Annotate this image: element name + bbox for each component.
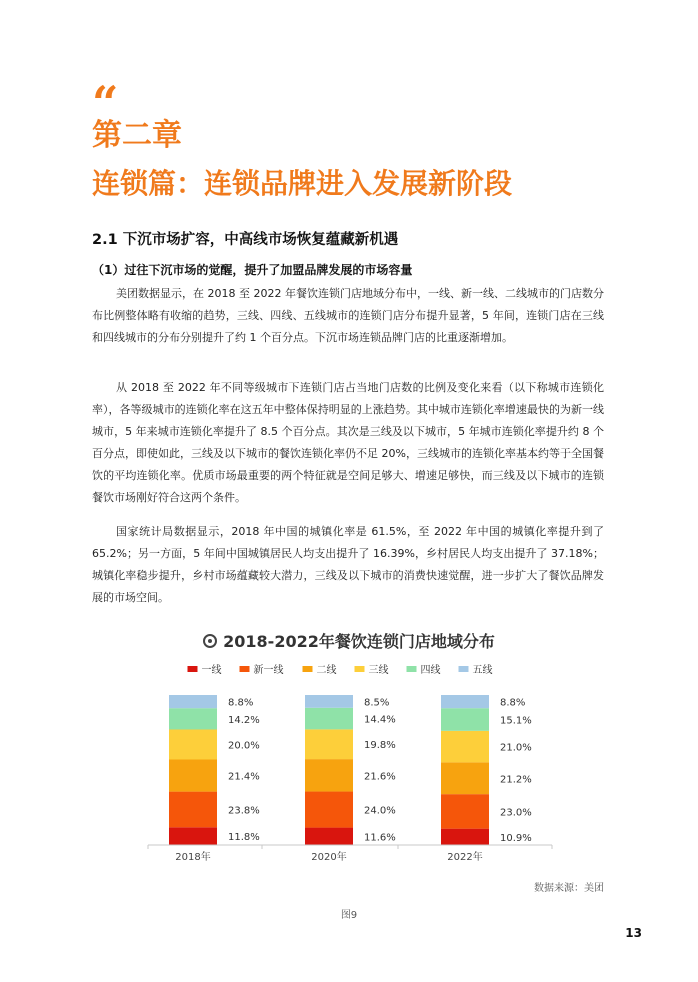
- data-label: 15.1%: [500, 715, 532, 727]
- legend-label: 一线: [201, 665, 222, 676]
- legend-swatch: [355, 666, 365, 672]
- data-label: 8.5%: [364, 697, 390, 709]
- legend-label: 三线: [368, 665, 389, 676]
- subsection-title: （1）过往下沉市场的觉醒，提升了加盟品牌发展的市场容量: [92, 263, 413, 277]
- bar-segment: [305, 759, 353, 791]
- x-tick-label: 2020年: [311, 852, 347, 863]
- data-label: 21.0%: [500, 742, 532, 754]
- bar-segment: [441, 794, 489, 829]
- legend-label: 五线: [472, 665, 493, 676]
- data-label: 19.8%: [364, 740, 396, 752]
- chart-legend: [188, 663, 493, 676]
- legend-swatch: [240, 666, 250, 672]
- data-label: 21.6%: [364, 771, 396, 783]
- legend-label: 四线: [420, 665, 441, 676]
- paragraph-3: [92, 521, 604, 609]
- legend-item: [240, 663, 284, 676]
- bar-segment: [169, 792, 217, 828]
- data-label: 14.2%: [228, 714, 260, 726]
- legend-item: [459, 663, 493, 676]
- bar-segment: [441, 731, 489, 763]
- data-label: 24.0%: [364, 805, 396, 817]
- bar-segment: [305, 708, 353, 730]
- legend-item: [407, 663, 441, 676]
- quote-mark: “: [92, 76, 119, 130]
- paragraph-text: 美团数据显示，在 2018 至 2022 年餐饮连锁门店地域分布中，一线、新一线、二线城市的门店数分布比例整体略有收缩的趋势，三线、四线、五线城市的连锁门店分布提升显著，5 年间，连锁门店在三线和四线城市的分布分别提升了约 1 个百分点。下沉市场连锁品牌门店的比重逐渐增加。: [92, 287, 604, 344]
- section-title: 2.1 下沉市场扩容，中高线市场恢复蕴藏新机遇: [92, 232, 399, 248]
- x-tick-label: 2022年: [447, 852, 483, 863]
- data-label: 23.8%: [228, 805, 260, 817]
- legend-swatch: [407, 666, 417, 672]
- bar-segment: [169, 827, 217, 845]
- chapter-title: 连锁篇：连锁品牌进入发展新阶段: [92, 167, 513, 200]
- data-label: 8.8%: [228, 697, 254, 709]
- legend-item: [303, 663, 337, 676]
- data-label: 23.0%: [500, 807, 532, 819]
- bar-segment: [305, 792, 353, 828]
- chart-bars: [169, 695, 489, 845]
- data-label: 14.4%: [364, 714, 396, 726]
- legend-item: [188, 663, 222, 676]
- data-label: 11.8%: [228, 832, 260, 844]
- data-label: 21.4%: [228, 771, 260, 783]
- paragraph-2: [92, 377, 604, 509]
- chapter-number: 第二章: [92, 118, 182, 153]
- bar-segment: [305, 828, 353, 845]
- bar-segment: [441, 695, 489, 708]
- legend-swatch: [459, 666, 469, 672]
- bar-segment: [441, 762, 489, 794]
- data-source: 数据来源：美团: [534, 883, 604, 894]
- bar-segment: [169, 760, 217, 792]
- data-label: 11.6%: [364, 832, 396, 844]
- paragraph-text: 国家统计局数据显示，2018 年中国的城镇化率是 61.5%，至 2022 年中国的城镇化率提升到了 65.2%；另一方面，5 年间中国城镇居民人均支出提升了 16.39%，乡村居民人均支出提升了 37.18%；城镇化率稳步提升，乡村市场蕴藏较大潜力，三线及以下城市的消费快速觉醒，进一步扩大了餐饮品牌发展的市场空间。: [92, 525, 604, 604]
- data-label: 10.9%: [500, 832, 532, 844]
- data-label: 21.2%: [500, 774, 532, 786]
- paragraph-text: 从 2018 至 2022 年不同等级城市下连锁门店占当地门店数的比例及变化来看（以下称城市连锁化率），各等级城市的连锁化率在这五年中整体保持明显的上涨趋势。其中城市连锁化率增速最快的为新一线城市，5 年来城市连锁化率提升了 8.5 个百分点。其次是三线及以下城市，5 年城市连锁化率提升约 8 个百分点，即使如此，三线及以下城市的餐饮连锁化率仍不足 20%，三线城市的连锁化率基本约等于全国餐饮的平均连锁化率。优质市场最重要的两个特征就是空间足够大、增速足够快，而三线及以下城市的连锁餐饮市场刚好符合这两个条件。: [92, 381, 604, 504]
- bar-segment: [305, 695, 353, 708]
- legend-swatch: [188, 666, 198, 672]
- bar-segment: [305, 729, 353, 759]
- legend-label: 二线: [316, 665, 337, 676]
- legend-label: 新一线: [253, 665, 284, 676]
- target-icon: [203, 634, 217, 648]
- bar-segment: [169, 730, 217, 760]
- paragraph-1: [92, 283, 604, 349]
- stacked-bar-chart: [0, 655, 698, 875]
- bar-segment: [169, 695, 217, 708]
- bar-segment: [441, 829, 489, 845]
- x-tick-label: 2018年: [175, 852, 211, 863]
- bar-segment: [169, 708, 217, 729]
- data-label: 8.8%: [500, 697, 526, 709]
- data-label: 20.0%: [228, 740, 260, 752]
- bar-segment: [441, 708, 489, 731]
- legend-swatch: [303, 666, 313, 672]
- figure-caption: 图9: [340, 910, 358, 921]
- chart-title: [0, 629, 698, 652]
- chart-x-axis: [148, 845, 552, 863]
- legend-item: [355, 663, 389, 676]
- chart-title-text: 2018-2022年餐饮连锁门店地域分布: [223, 632, 495, 651]
- page-number: 13: [625, 926, 642, 940]
